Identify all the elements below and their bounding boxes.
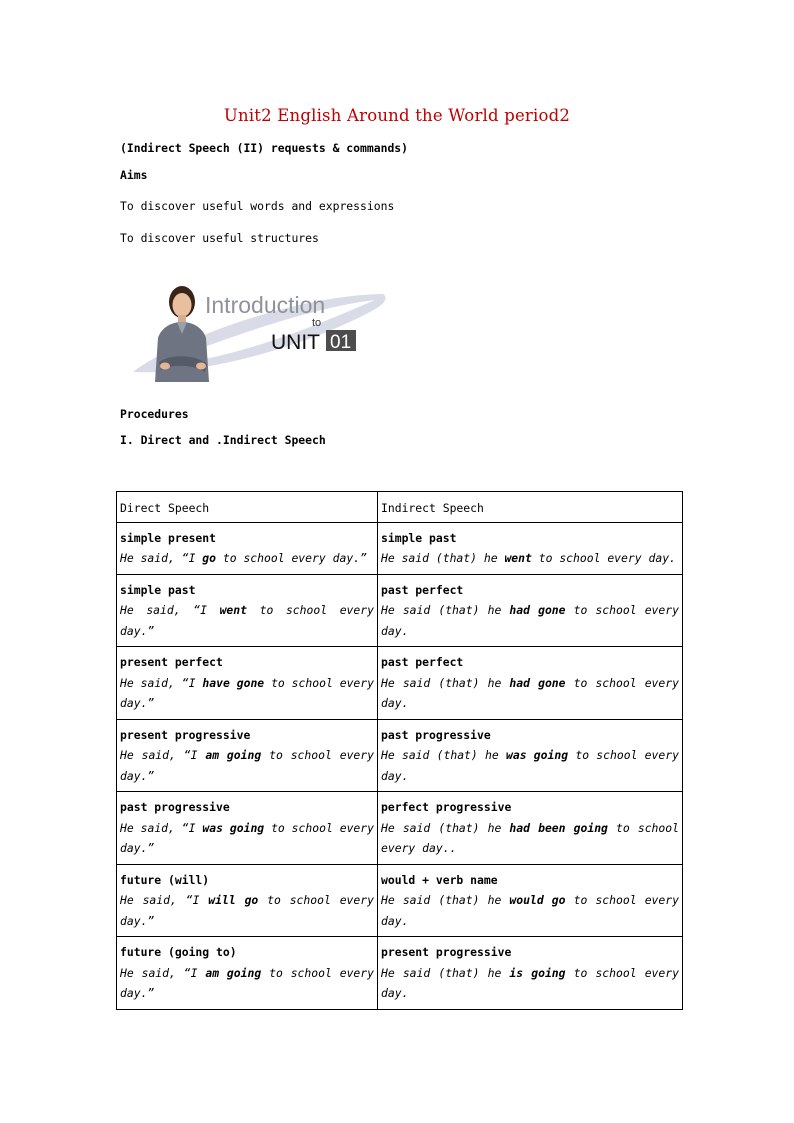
speech-table — [116, 491, 683, 1010]
example-verb: had gone — [509, 675, 566, 690]
businesswoman-icon — [155, 286, 209, 382]
example-text: He said (that) he — [381, 748, 506, 762]
direct-example-sentence — [120, 673, 374, 714]
table-header-row — [117, 492, 683, 523]
indirect-speech-cell — [378, 937, 683, 1010]
direct-speech-cell — [117, 647, 378, 720]
direct-speech-cell — [117, 792, 378, 865]
example-text: to school every day. — [381, 675, 679, 710]
introduction-banner — [125, 276, 390, 384]
indirect-tense-label: perfect progressive — [381, 800, 512, 814]
example-text: He said, “I — [120, 748, 206, 762]
example-text: to school every day.” — [120, 965, 374, 1000]
direct-speech-cell — [117, 719, 378, 792]
example-text: to school every day. — [381, 748, 679, 783]
example-text: He said, “I — [120, 551, 203, 565]
indirect-speech-cell — [378, 792, 683, 865]
indirect-tense-label: simple past — [381, 530, 457, 545]
banner-unit-number: 01 — [330, 332, 352, 353]
example-text: He said (that) he — [381, 551, 505, 565]
example-verb: would go — [509, 893, 566, 907]
direct-speech-cell — [117, 574, 378, 647]
indirect-example-sentence — [381, 600, 679, 641]
example-verb: was going — [505, 748, 569, 762]
example-verb: had gone — [509, 603, 566, 617]
example-verb: went — [219, 603, 247, 617]
aims-heading: Aims — [120, 168, 148, 182]
example-text: He said (that) he — [381, 603, 510, 617]
example-text: to school every day.” — [216, 551, 367, 565]
indirect-example-sentence — [381, 890, 679, 931]
direct-tense-label: future (will) — [120, 872, 210, 887]
direct-tense-label: simple present — [120, 530, 217, 545]
direct-tense-label: future (going to) — [120, 945, 237, 959]
direct-tense-label: simple past — [120, 582, 196, 597]
direct-example-sentence — [120, 890, 374, 931]
example-verb: had been going — [509, 820, 608, 835]
table-row — [117, 937, 683, 1010]
example-text: to school every day.” — [120, 675, 374, 710]
direct-speech-cell — [117, 864, 378, 937]
example-verb: go — [202, 551, 217, 565]
table-row — [117, 522, 683, 574]
banner-to-text: to — [312, 317, 322, 329]
page-title: Unit2 English Around the World period2 — [223, 106, 571, 125]
example-text: He said, “I — [120, 675, 203, 690]
example-text: to school every day.” — [120, 893, 374, 928]
indirect-example-sentence — [381, 673, 679, 714]
table-row — [117, 864, 683, 937]
indirect-speech-cell — [378, 522, 683, 574]
indirect-tense-label: past perfect — [381, 582, 464, 597]
example-text: to school every day.” — [120, 820, 374, 855]
example-text: to school every day.” — [120, 603, 374, 638]
indirect-speech-cell — [378, 864, 683, 937]
indirect-tense-label: past progressive — [381, 727, 491, 742]
indirect-speech-cell — [378, 719, 683, 792]
direct-speech-cell — [117, 937, 378, 1010]
indirect-tense-label: past perfect — [381, 655, 464, 669]
direct-example-sentence — [120, 745, 374, 786]
direct-example-sentence — [120, 600, 374, 641]
direct-example-sentence — [120, 818, 374, 859]
indirect-example-sentence — [381, 548, 679, 569]
example-verb: went — [504, 551, 532, 565]
example-text: to school every day. — [381, 893, 679, 928]
example-verb: is going — [509, 965, 566, 980]
direct-speech-cell — [117, 522, 378, 574]
direct-tense-label: present perfect — [120, 655, 223, 669]
indirect-tense-label: present progressive — [381, 945, 512, 959]
example-text: to school every day. — [381, 965, 679, 1000]
example-text: to school every day.” — [120, 748, 374, 783]
example-text: He said, “I — [120, 965, 206, 980]
example-text: He said, “I — [120, 603, 220, 617]
indirect-speech-cell — [378, 574, 683, 647]
direct-tense-label: past progressive — [120, 800, 230, 814]
example-text: He said (that) he — [381, 820, 510, 835]
example-text: to school every day.. — [381, 820, 679, 855]
example-text: to school every day. — [531, 551, 676, 565]
direct-tense-label: present progressive — [120, 727, 251, 742]
table-row — [117, 792, 683, 865]
example-verb: have gone — [202, 675, 265, 690]
aim-item: To discover useful words and expressions — [120, 199, 395, 213]
example-text: to school every day. — [381, 603, 679, 638]
table-row — [117, 574, 683, 647]
header-indirect: Indirect Speech — [378, 492, 683, 523]
direct-example-sentence — [120, 963, 374, 1004]
procedures-heading: Procedures — [120, 407, 189, 421]
example-verb: am going — [205, 748, 262, 762]
example-text: He said, “I — [120, 893, 209, 907]
direct-example-sentence — [120, 548, 374, 569]
example-text: He said (that) he — [381, 893, 510, 907]
example-verb: will go — [208, 893, 259, 907]
example-text: He said, “I — [120, 820, 203, 835]
table-row — [117, 647, 683, 720]
banner-unit-text: UNIT — [271, 331, 320, 354]
example-text: He said (that) he — [381, 965, 510, 980]
indirect-speech-cell — [378, 647, 683, 720]
example-verb: was going — [202, 820, 265, 835]
section-heading: I. Direct and .Indirect Speech — [120, 433, 326, 447]
indirect-example-sentence — [381, 745, 679, 786]
indirect-tense-label: would + verb name — [381, 872, 498, 887]
example-text: He said (that) he — [381, 675, 510, 690]
indirect-example-sentence — [381, 818, 679, 859]
table-row — [117, 719, 683, 792]
banner-intro-text: Introduction — [205, 292, 326, 318]
lesson-subtitle: (Indirect Speech (II) requests & commands) — [120, 141, 409, 155]
example-verb: am going — [205, 965, 262, 980]
indirect-example-sentence — [381, 963, 679, 1004]
header-direct: Direct Speech — [117, 492, 378, 523]
aim-item: To discover useful structures — [120, 231, 319, 245]
